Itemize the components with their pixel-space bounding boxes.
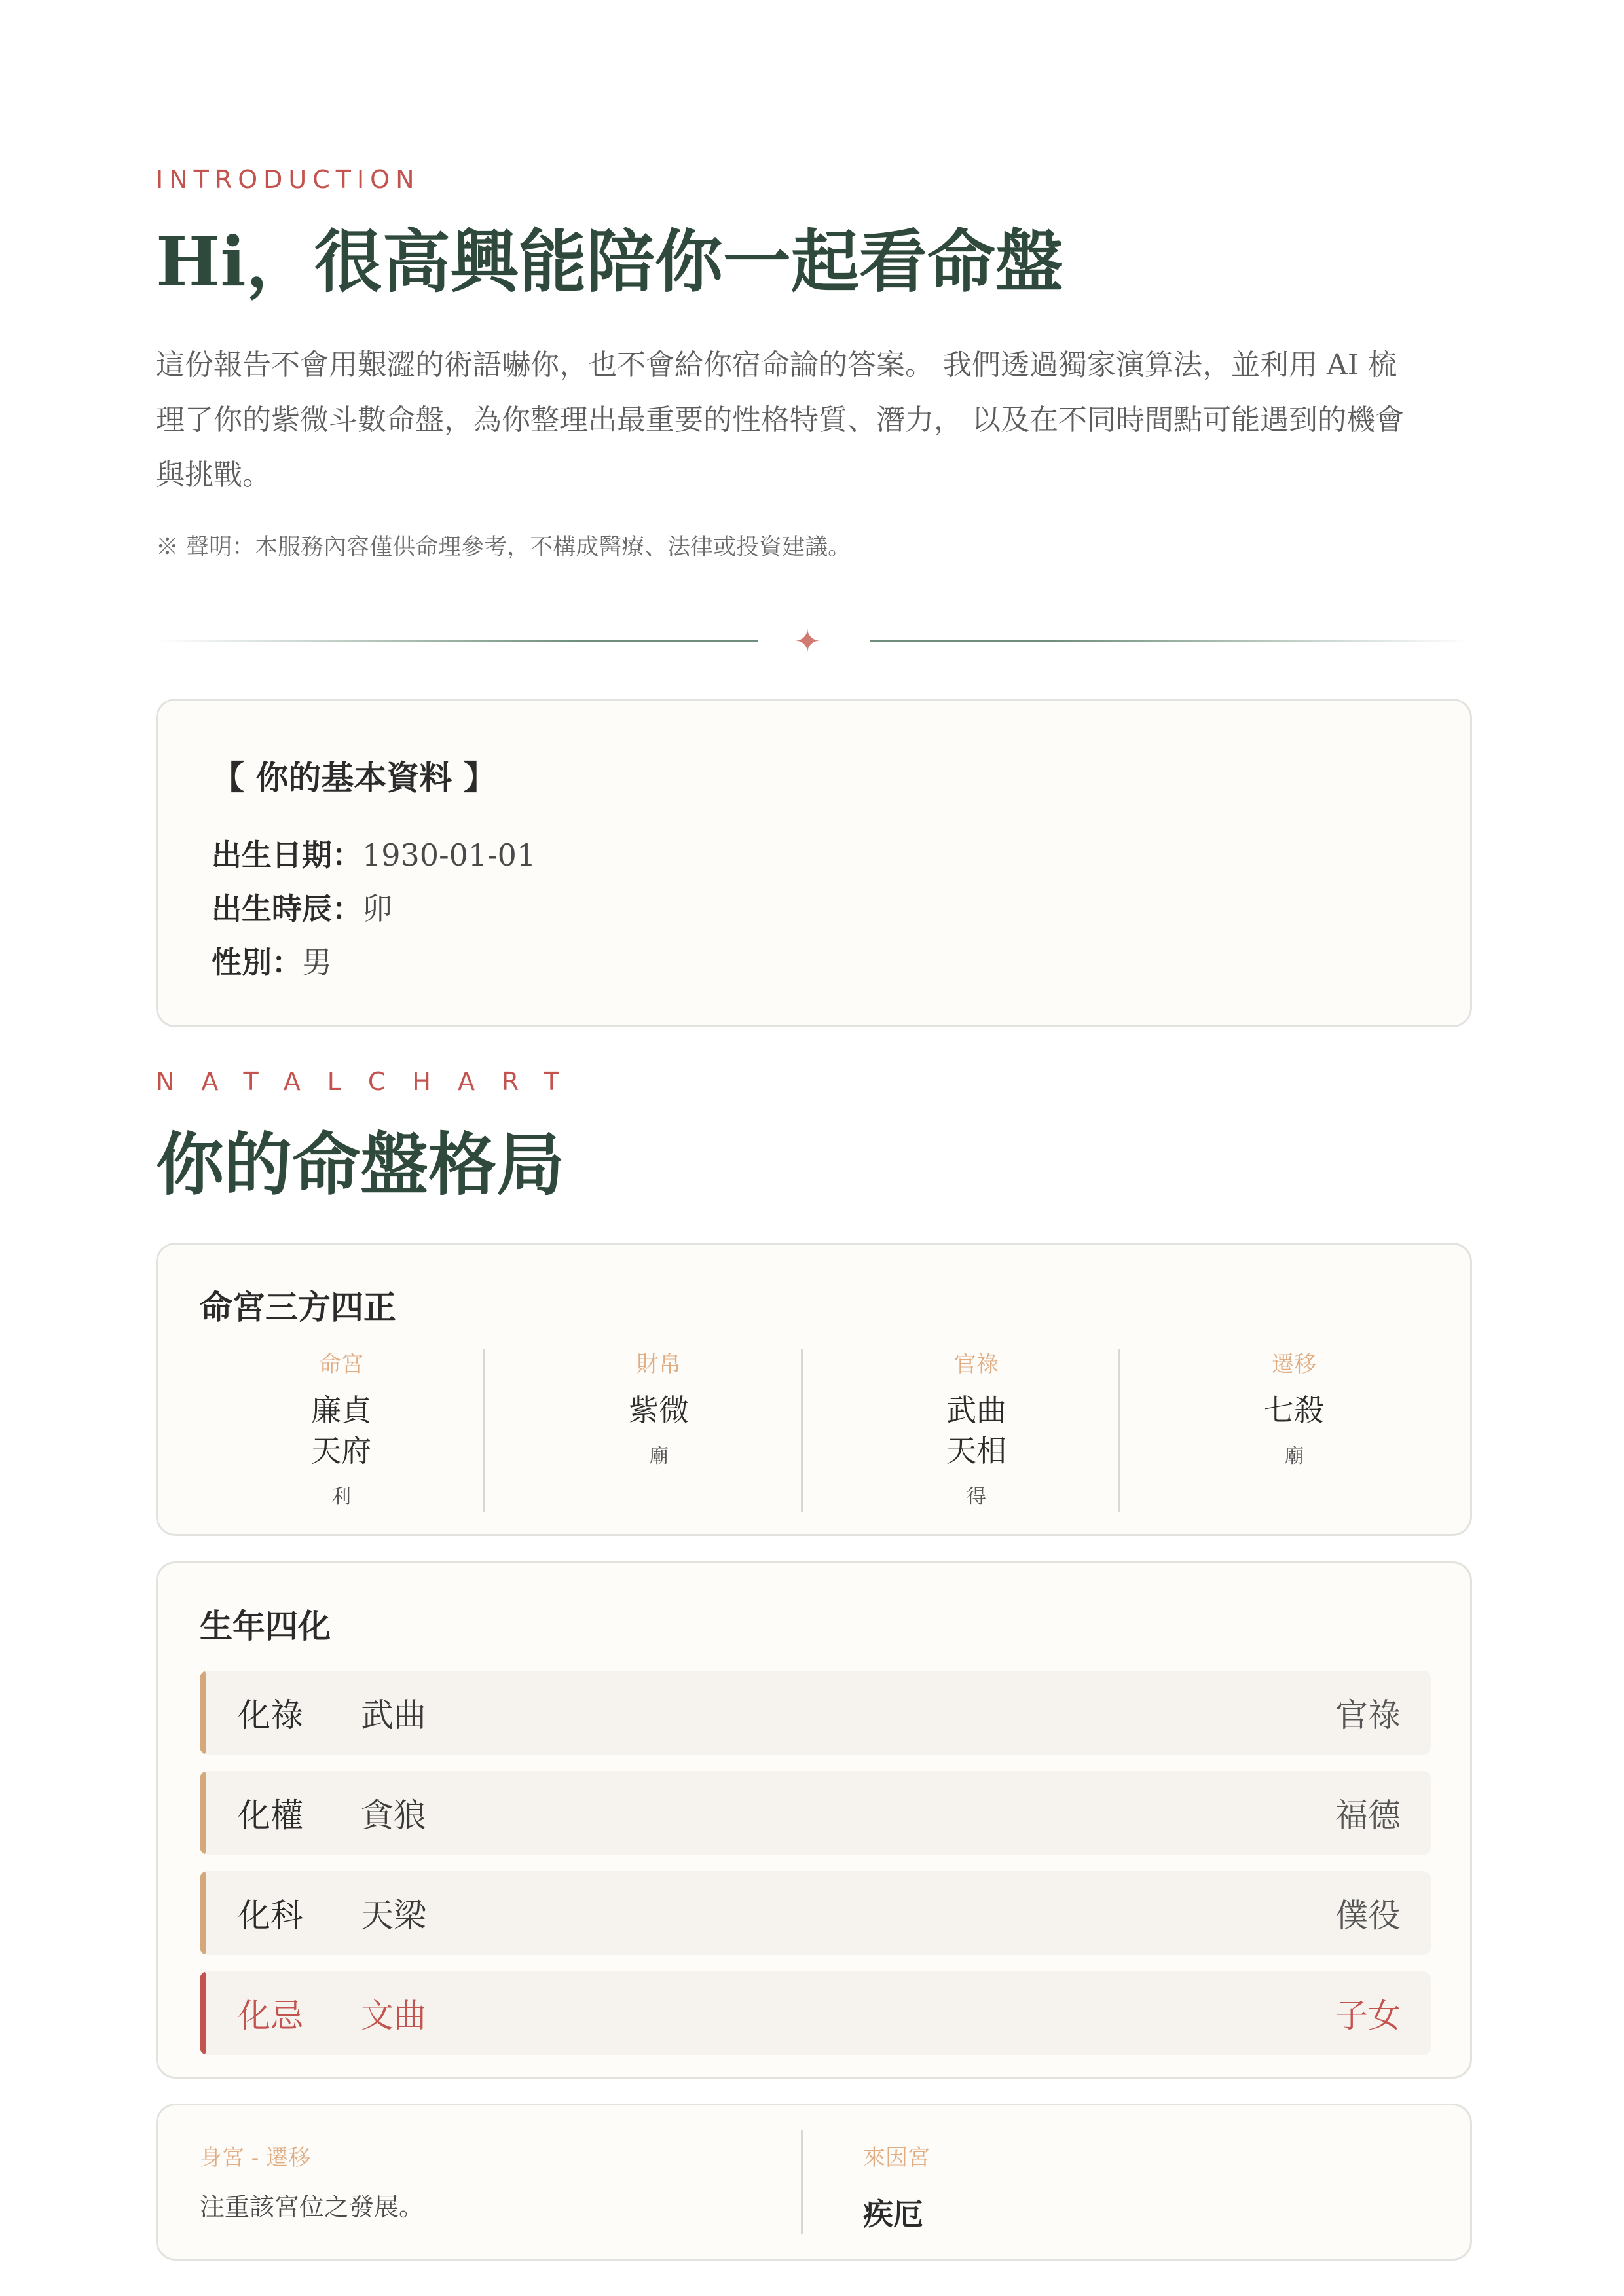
star-brightness: 得: [967, 1485, 986, 1508]
divider-line-right: [870, 640, 1472, 642]
gender-row: [212, 939, 332, 982]
sihua-row-quan: [200, 1771, 1431, 1855]
gender-value: 男: [302, 945, 332, 980]
disclaimer: ※ 聲明：本服務內容僅供命理參考，不構成醫療、法律或投資建議。: [156, 534, 851, 560]
sihua-title: 生年四化: [200, 1607, 331, 1645]
divider-line-left: [156, 640, 758, 642]
sihua-accent-bar: [200, 1771, 206, 1855]
palace-guanlu: [819, 1346, 1134, 1509]
laiyin-value: 疾厄: [863, 2196, 923, 2232]
palace-name: 官祿: [954, 1351, 999, 1377]
sihua-palace: 子女: [1335, 1997, 1401, 2035]
birth-date-label: 出生日期：: [212, 837, 362, 873]
sparkle-icon: ✦: [794, 623, 821, 660]
palace-caibo: [502, 1346, 816, 1468]
main-star: 天相: [946, 1433, 1006, 1468]
sihua-star: 天梁: [361, 1897, 426, 1935]
star-brightness: 廟: [649, 1445, 669, 1468]
intro-eyebrow: INTRODUCTION: [156, 165, 420, 194]
natal-title: 你的命盤格局: [156, 1124, 565, 1205]
sihua-accent-bar: [200, 1871, 206, 1955]
star-brightness: 廟: [1284, 1445, 1304, 1468]
intro-line: 這份報告不會用艱澀的術語嚇你，也不會給你宿命論的答案。 我們透過獨家演算法，並利用 AI 梳: [156, 348, 1397, 382]
palace-name: 遷移: [1272, 1351, 1316, 1377]
sihua-card: [156, 1561, 1472, 2079]
sihua-star: 武曲: [361, 1696, 426, 1734]
palace-stars: [819, 1390, 1134, 1471]
birth-hour-label: 出生時辰：: [212, 891, 362, 926]
sanfang-title: 命宮三方四正: [200, 1288, 396, 1326]
body-palace-card: [156, 2104, 1472, 2261]
column-separator: [801, 1349, 803, 1512]
palace-stars: [502, 1390, 816, 1430]
column-separator: [801, 2130, 803, 2234]
sihua-type: 化祿: [238, 1696, 303, 1734]
birth-date-value: 1930-01-01: [362, 837, 536, 873]
main-star: 廉貞: [311, 1393, 371, 1428]
sihua-palace: 僕役: [1335, 1897, 1401, 1935]
natal-eyebrow: NATALCHART: [156, 1067, 586, 1096]
section-divider: [156, 623, 1472, 660]
palace-name: 財帛: [637, 1351, 681, 1377]
star-brightness: 利: [331, 1485, 351, 1508]
column-separator: [483, 1349, 485, 1512]
main-star: 紫微: [629, 1393, 689, 1428]
main-star: 七殺: [1264, 1393, 1324, 1428]
basic-info-card: [156, 699, 1472, 1027]
sihua-type: 化忌: [238, 1997, 303, 2035]
palace-stars: [184, 1390, 498, 1471]
intro-line: 與挑戰。: [156, 458, 271, 492]
sihua-row-lu: [200, 1671, 1431, 1755]
gender-label: 性別：: [212, 945, 302, 980]
intro-title: Hi，很高興能陪你一起看命盤: [156, 221, 1063, 302]
intro-line: 理了你的紫微斗數命盤，為你整理出最重要的性格特質、潛力， 以及在不同時間點可能遇到的機會: [156, 403, 1404, 437]
sihua-accent-bar: [200, 1971, 206, 2055]
sihua-star: 貪狼: [361, 1796, 426, 1834]
body-palace-text: 注重該宮位之發展。: [200, 2193, 424, 2221]
intro-paragraph: [156, 338, 1472, 503]
sanfang-card: [156, 1243, 1472, 1536]
body-palace-label: 身宮 - 遷移: [200, 2145, 311, 2171]
birth-date-row: [212, 831, 536, 875]
column-separator: [1118, 1349, 1120, 1512]
sihua-star: 文曲: [361, 1997, 426, 2035]
main-star: 武曲: [946, 1393, 1006, 1428]
sihua-accent-bar: [200, 1671, 206, 1755]
sihua-type: 化權: [238, 1796, 303, 1834]
main-star: 天府: [311, 1433, 371, 1468]
laiyin-label: 來因宮: [863, 2145, 930, 2171]
palace-ming: [184, 1346, 498, 1509]
palace-name: 命宮: [319, 1351, 363, 1377]
sihua-row-ke: [200, 1871, 1431, 1955]
basic-info-title: 【 你的基本資料 】: [212, 758, 496, 797]
sihua-row-ji: [200, 1971, 1431, 2055]
sihua-palace: 官祿: [1335, 1696, 1401, 1734]
birth-hour-row: [212, 885, 392, 928]
sihua-palace: 福德: [1335, 1796, 1401, 1834]
birth-hour-value: 卯: [362, 891, 392, 926]
palace-qianyi: [1137, 1346, 1451, 1468]
sihua-type: 化科: [238, 1897, 303, 1935]
palace-stars: [1137, 1390, 1451, 1430]
